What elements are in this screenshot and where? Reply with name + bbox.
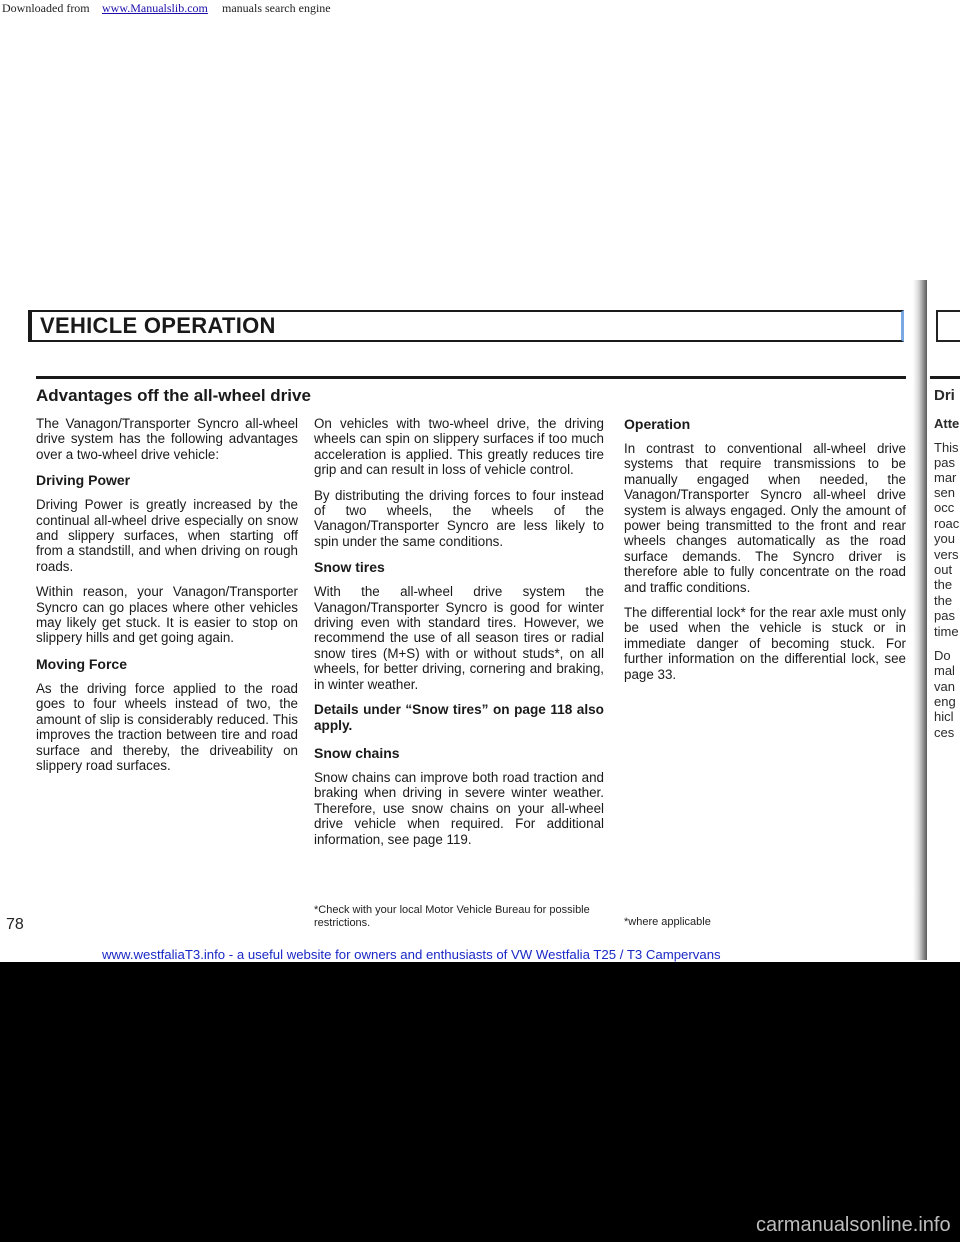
paragraph: Within reason, your Vanagon/Transporter Syncro can go places where other vehicles may likely get stuck. It is easier to stop on slippery hills and get going again. — [36, 584, 298, 646]
section-title: Advantages off the all-wheel drive — [36, 386, 311, 405]
paragraph: As the driving force applied to the road goes to four wheels instead of two, the amount of slip is considerably reduced. This improves the traction between tire and road surface and thereby, the driveability on slippery road surfaces. — [36, 680, 298, 773]
next-page-line: the — [934, 577, 953, 592]
intro-paragraph: The Vanagon/Transporter Syncro all-wheel drive system has the following advantages over a two-wheel drive vehicle: — [36, 416, 298, 462]
next-page-line: vers — [934, 547, 959, 562]
paragraph: Snow chains can improve both road traction and braking when driving in severe winter weather. Therefore, use snow chains on your all-wheel drive vehicle when required. For additional information, see page 119. — [314, 769, 604, 847]
manualslib-link-text[interactable]: www.Manualslib.com — [102, 1, 208, 15]
next-page-line: you — [934, 531, 955, 546]
next-page-subtitle: Atte — [934, 416, 960, 431]
next-page-line: the — [934, 593, 953, 608]
paragraph: With the all-wheel drive system the Vanagon/Transporter Syncro is good for winter driving even with standard tires. However, we recommend the use of all season tires or radial snow tires (M+S) with or without studs*, on all wheels, for better driving, cornering and braking, in winter weather. — [314, 584, 604, 692]
watermark: carmanualsonline.info — [756, 1214, 951, 1236]
column-3 — [624, 416, 906, 692]
heading-snow-tires: Snow tires — [314, 559, 385, 576]
banner-prefix: Downloaded from — [2, 1, 90, 15]
next-page-line: time — [934, 624, 959, 639]
next-page-line: van — [934, 679, 955, 694]
next-page-line: mal — [934, 663, 955, 678]
next-page-line: pas — [934, 455, 955, 470]
download-banner — [0, 0, 960, 16]
heading-snow-chains: Snow chains — [314, 744, 400, 761]
next-page-line: This — [934, 440, 959, 455]
next-page-line: occ — [934, 500, 955, 515]
manualslib-link[interactable] — [102, 1, 208, 16]
snow-tires-reference: Details under “Snow tires” on page 118 also apply. — [314, 702, 604, 733]
page-number: 78 — [6, 916, 24, 933]
next-page-divider — [930, 376, 960, 379]
next-page-line: eng — [934, 694, 956, 709]
paragraph: By distributing the driving forces to four instead of two wheels, the wheels of the Vanagon/Transporter Syncro are less likely to spin under the same conditions. — [314, 487, 604, 549]
next-page-title: Dri — [934, 388, 955, 404]
next-page-header-box — [936, 310, 960, 342]
paragraph: The differential lock* for the rear axle must only be used when the vehicle is stuck or in immediate danger of becoming stuck. For further information on the differential lock, see page 33. — [624, 605, 906, 682]
paragraph: On vehicles with two-wheel drive, the driving wheels can spin on slippery surfaces if too much acceleration is applied. This greatly reduces tire grip and can result in loss of vehicle control. — [314, 416, 604, 478]
column-1 — [36, 416, 298, 783]
column-2 — [314, 416, 604, 857]
paragraph: Driving Power is greatly increased by the continual all-wheel drive especially on snow and slippery surfaces, when starting off from a standstill, and when driving on rough roads. — [36, 497, 298, 574]
section-divider — [36, 376, 906, 379]
next-page-line: Do — [934, 648, 951, 663]
next-page-line: hicl — [934, 709, 954, 724]
chapter-title: VEHICLE OPERATION — [40, 313, 276, 338]
footnote-where-applicable: *where applicable — [624, 916, 711, 928]
chapter-header-box — [28, 310, 904, 342]
next-page-line: ces — [934, 725, 955, 740]
next-page-line: sen — [934, 485, 955, 500]
footnote-motor-vehicle: *Check with your local Motor Vehicle Bureau for possible restrictions. — [314, 904, 590, 929]
heading-operation: Operation — [624, 416, 691, 432]
heading-driving-power: Driving Power — [36, 472, 131, 489]
heading-moving-force: Moving Force — [36, 655, 128, 672]
next-page-line: out — [934, 562, 953, 577]
next-page-line: pas — [934, 608, 955, 623]
bottom-black-area — [0, 962, 960, 1242]
website-footer: www.westfaliaT3.info - a useful website for owners and enthusiasts of VW Westfalia T25 / T3 Campervans — [102, 947, 721, 962]
page-gutter-shadow — [913, 280, 927, 960]
paragraph: In contrast to conventional all-wheel drive systems that require transmissions to be manually engaged when needed, the Vanagon/Transporter Syncro all-wheel drive system is always engaged. Only the amount of power being transmitted to the front and rear wheels changes automatically as the road surface demands. The Syncro driver is therefore able to fully concentrate on the road and traffic conditions. — [624, 441, 906, 595]
next-page-line: mar — [934, 470, 957, 485]
banner-suffix: manuals search engine — [222, 1, 331, 15]
next-page-line: roac — [934, 516, 960, 531]
